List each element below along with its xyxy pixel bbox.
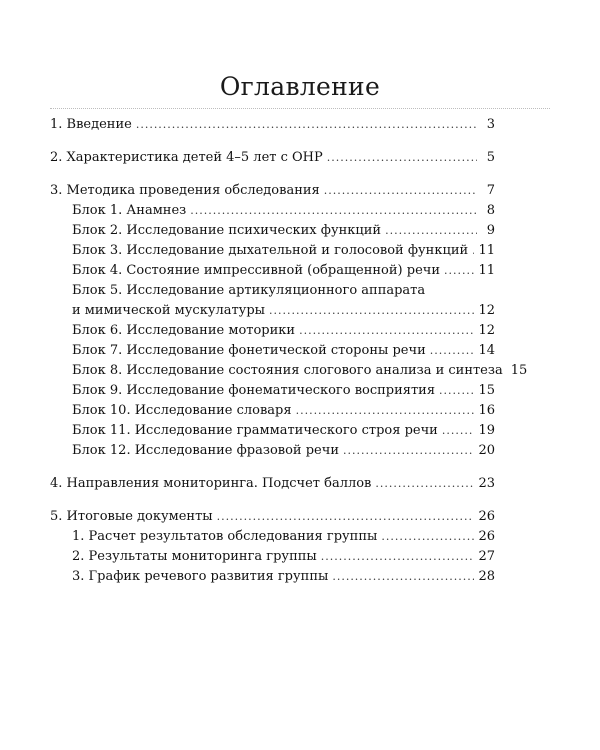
toc-entry-page: 8: [486, 203, 495, 218]
toc-entry-label: Блок 5. Исследование артикуляционного аппарата: [72, 283, 426, 298]
toc-entry-label: 3. График речевого развития группы: [72, 569, 329, 584]
toc-entry-page: 12: [478, 303, 495, 318]
toc-entry-label: и мимической мускулатуры: [72, 303, 266, 318]
toc-entry-block-9[interactable]: [50, 381, 495, 401]
dot-leader: [217, 507, 475, 527]
title-divider: [50, 108, 550, 109]
toc-entry-label: Блок 1. Анамнез: [72, 203, 187, 218]
toc-entry-page: 15: [510, 363, 528, 378]
toc-entry-label: 3. Методика проведения обследования: [50, 183, 320, 198]
toc-entry-page: 19: [478, 423, 495, 438]
toc-entry-block-8[interactable]: [50, 361, 528, 381]
toc-entry-page: 5: [486, 150, 495, 165]
toc-entry-label: Блок 6. Исследование моторики: [72, 323, 296, 338]
toc-entry-page: 14: [478, 343, 495, 358]
toc-entry-block-2[interactable]: [50, 221, 495, 241]
dot-leader: [296, 401, 475, 421]
toc-entry-page: 9: [486, 223, 495, 238]
toc-entry-block-11[interactable]: [50, 421, 495, 441]
dot-leader: [442, 421, 475, 441]
toc-entry-page: 11: [478, 263, 495, 278]
toc-entry-label: Блок 10. Исследование словаря: [72, 403, 292, 418]
dot-leader: [439, 381, 474, 401]
dot-leader: [269, 301, 474, 321]
toc-entry-page: 23: [478, 476, 495, 491]
toc-entry-final-documents[interactable]: [50, 507, 495, 527]
toc-entry-page: 16: [478, 403, 495, 418]
toc-entry-monitoring[interactable]: [50, 474, 495, 494]
dot-leader: [472, 241, 474, 261]
toc-entry-block-12[interactable]: [50, 441, 495, 461]
dot-leader: [430, 341, 475, 361]
toc-entry-label: 4. Направления мониторинга. Подсчет баллов: [50, 476, 372, 491]
toc-entry-block-5-line-2[interactable]: [50, 301, 495, 321]
toc-entry-document-1[interactable]: [50, 527, 495, 547]
toc-entry-block-10[interactable]: [50, 401, 495, 421]
toc-entry-page: 26: [478, 529, 495, 544]
dot-leader: [321, 547, 475, 567]
toc-entry-block-3[interactable]: [50, 241, 495, 261]
dot-leader: [190, 201, 477, 221]
toc-entry-label: Блок 12. Исследование фразовой речи: [72, 443, 339, 458]
toc-entry-label: Блок 11. Исследование грамматического строя речи: [72, 423, 438, 438]
toc-entry-page: 28: [478, 569, 495, 584]
toc-entry-block-6[interactable]: [50, 321, 495, 341]
toc-entry-block-5-line-1[interactable]: [50, 281, 495, 301]
toc-entry-methodology[interactable]: [50, 181, 495, 201]
dot-leader: [324, 181, 477, 201]
toc-entry-block-7[interactable]: [50, 341, 495, 361]
toc-entry-page: 26: [478, 509, 495, 524]
toc-entry-document-2[interactable]: [50, 547, 495, 567]
toc-entry-characteristics[interactable]: [50, 148, 495, 168]
toc-entry-page: 12: [478, 323, 495, 338]
toc-entry-label: 2. Результаты мониторинга группы: [72, 549, 317, 564]
toc-entry-page: 27: [478, 549, 495, 564]
toc-entry-page: 7: [486, 183, 495, 198]
dot-leader: [332, 567, 474, 587]
dot-leader: [299, 321, 474, 341]
toc-entry-label: Блок 7. Исследование фонетической стороны речи: [72, 343, 426, 358]
toc-entry-page: 3: [486, 117, 495, 132]
toc-entry-page: 20: [478, 443, 495, 458]
toc-entry-label: 5. Итоговые документы: [50, 509, 213, 524]
toc-entry-document-3[interactable]: [50, 567, 495, 587]
toc-entry-label: 1. Введение: [50, 117, 132, 132]
toc-entry-label: Блок 3. Исследование дыхательной и голосовой функций: [72, 243, 469, 258]
dot-leader: [343, 441, 474, 461]
page-title: Оглавление: [219, 72, 381, 101]
toc-entry-label: 2. Характеристика детей 4–5 лет с ОНР: [50, 150, 323, 165]
toc-entry-page: 11: [478, 243, 495, 258]
toc-entry-block-4[interactable]: [50, 261, 495, 281]
dot-leader: [444, 261, 474, 281]
toc-entry-page: 15: [478, 383, 495, 398]
dot-leader: [327, 148, 477, 168]
toc-entry-introduction[interactable]: [50, 115, 495, 135]
toc-entry-label: Блок 8. Исследование состояния слогового анализа и синтеза: [72, 363, 503, 378]
toc-entry-label: 1. Расчет результатов обследования группы: [72, 529, 378, 544]
table-of-contents: [50, 115, 528, 587]
toc-entry-label: Блок 4. Состояние импрессивной (обращенной) речи: [72, 263, 441, 278]
dot-leader: [136, 115, 477, 135]
toc-entry-label: Блок 9. Исследование фонематического восприятия: [72, 383, 436, 398]
toc-entry-label: Блок 2. Исследование психических функций: [72, 223, 382, 238]
dot-leader: [375, 474, 474, 494]
dot-leader: [381, 527, 474, 547]
dot-leader: [385, 221, 477, 241]
toc-entry-block-1[interactable]: [50, 201, 495, 221]
